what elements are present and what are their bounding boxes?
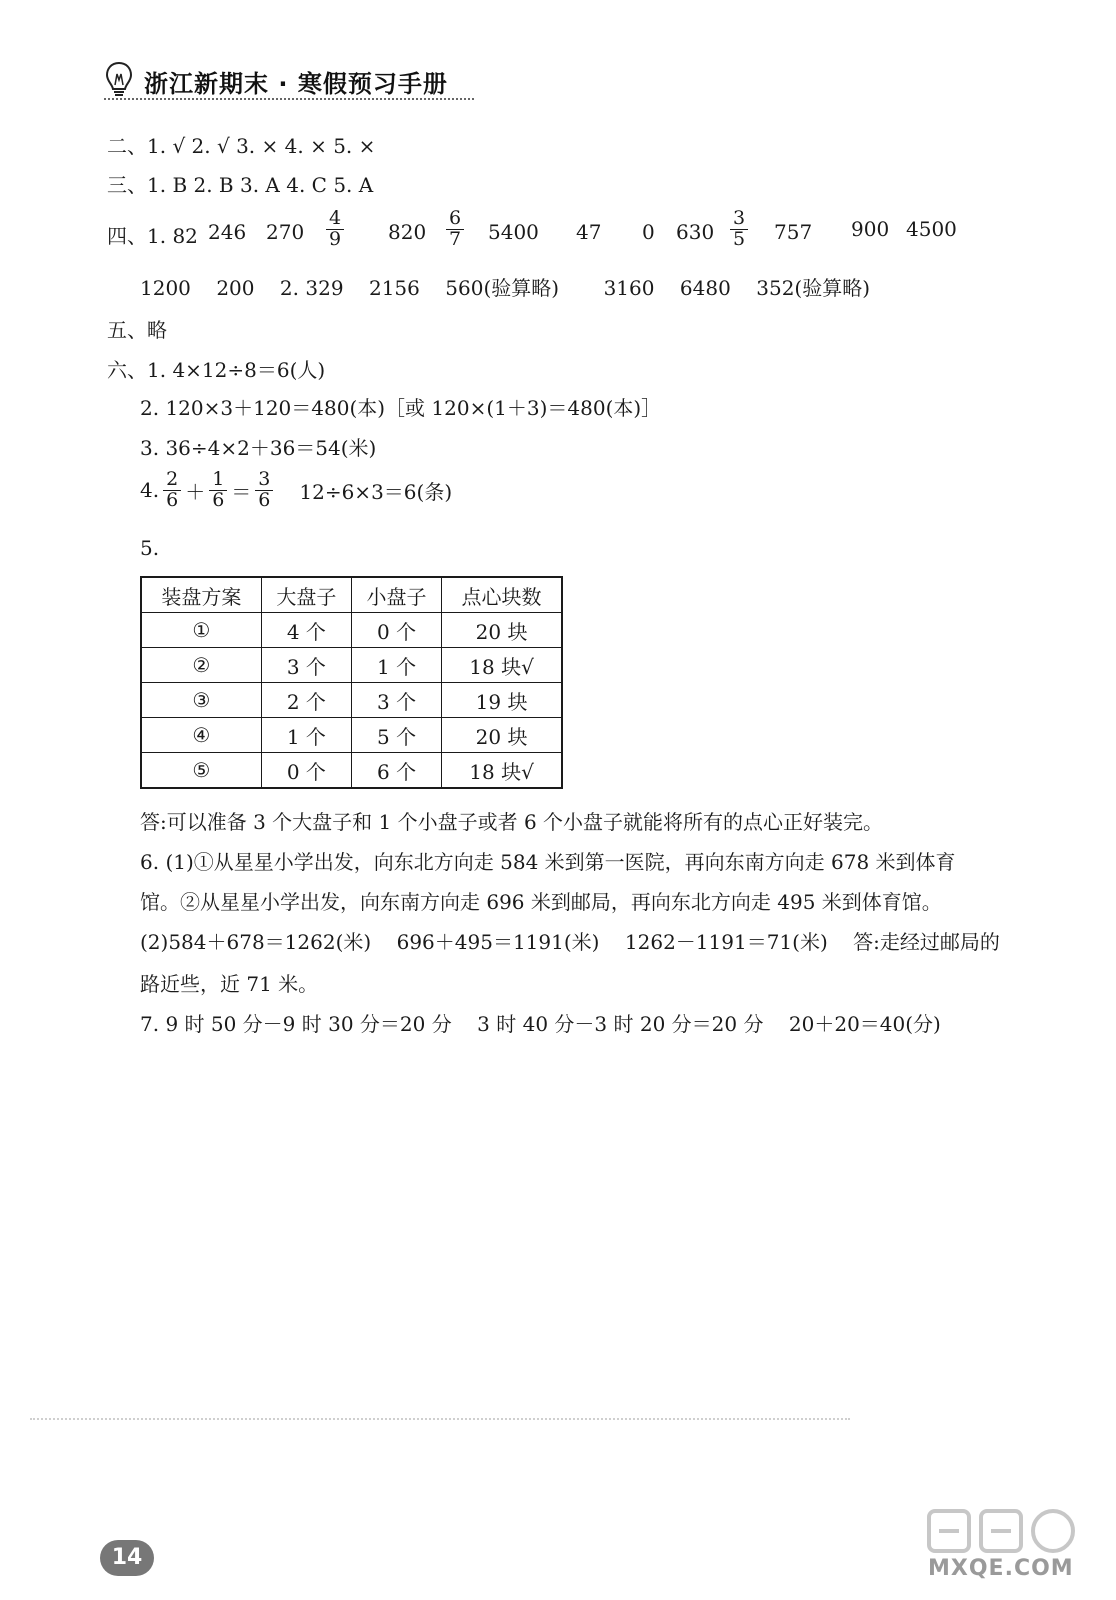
table-row [141,753,562,789]
table-row [141,683,562,718]
fraction-denominator: 6 [166,488,179,511]
section4-value: 246 [208,220,247,244]
fraction-6-7 [444,209,466,250]
table-header-cell: 点心块数 [442,577,562,613]
fraction-denominator: 7 [449,227,462,250]
table-cell: 0 个 [351,613,441,648]
answer-section-2: 二、1. √ 2. √ 3. × 4. × 5. × [107,134,376,158]
fraction-numerator: 6 [446,209,464,230]
q4-rest: 12÷6×3＝6(条) [299,479,453,504]
table-cell: ① [141,613,261,648]
fraction-denominator: 5 [733,227,746,250]
plus-sign: ＋ [185,479,206,504]
equals-sign: ＝ [231,479,252,504]
answer-6-q2: 2. 120×3＋120＝480(本)［或 120×(1＋3)＝480(本)］ [140,396,662,420]
table-cell: 3 个 [351,683,441,718]
answer-section-5: 五、略 [107,318,167,342]
fraction-numerator: 1 [209,470,227,491]
answer-6-q7: 7. 9 时 50 分－9 时 30 分＝20 分 3 时 40 分－3 时 20 分＝20 分 20＋20＝40(分) [140,1012,941,1036]
answer-6-q5-conclusion: 答:可以准备 3 个大盘子和 1 个小盘子或者 6 个小盘子就能将所有的点心正好装完。 [140,810,884,834]
answer-6-q6-line1: 6. (1)①从星星小学出发，向东北方向走 584 米到第一医院，再向东南方向走 678 米到体育 [140,850,956,874]
section4-value: 4500 [906,217,957,241]
answer-section-3: 三、1. B 2. B 3. A 4. C 5. A [107,173,374,197]
table-cell: 18 块√ [442,753,562,789]
table-cell: 3 个 [261,648,351,683]
table-cell: 20 块 [442,718,562,753]
section4-value: 5400 [488,220,539,244]
lightbulb-icon [104,60,134,100]
answer-6-q6-line4: 路近些，近 71 米。 [140,972,319,996]
answer-6-q6-line2: 馆。②从星星小学出发，向东南方向走 696 米到邮局，再向东北方向走 495 米到体育馆。 [140,890,942,914]
answer-section-4-line2: 1200 200 2. 329 2156 560(验算略) 3160 6480 352(验算略) [140,276,871,300]
table-row [141,613,562,648]
fraction-numerator: 3 [730,209,748,230]
page-header-title: 浙江新期末 · 寒假预习手册 [144,70,448,98]
answer-6-q3: 3. 36÷4×2＋36＝54(米) [140,436,377,460]
table-row [141,718,562,753]
table-cell: 6 个 [351,753,441,789]
section4-value: 757 [774,220,813,244]
table-cell: ⑤ [141,753,261,789]
table-cell: 18 块√ [442,648,562,683]
fraction-denominator: 6 [212,488,225,511]
table-cell: 1 个 [351,648,441,683]
header-divider [104,98,474,100]
section4-value: 630 [676,220,715,244]
fraction-numerator: 4 [326,209,344,230]
table-header-row [141,577,562,613]
page-number: 14 [100,1540,154,1576]
answer-section-4-prefix: 四、1. 82 [107,224,198,248]
section4-value: 900 [851,217,890,241]
q4-label: 4. [140,478,160,503]
table-cell: 5 个 [351,718,441,753]
section4-value: 270 [266,220,305,244]
table-cell: ③ [141,683,261,718]
plating-plan-table [140,576,563,789]
table-row [141,648,562,683]
fraction-numerator: 3 [255,470,273,491]
table-cell: ④ [141,718,261,753]
table-header-cell: 小盘子 [351,577,441,613]
table-header-cell: 装盘方案 [141,577,261,613]
table-header-cell: 大盘子 [261,577,351,613]
fraction-denominator: 9 [329,227,342,250]
table-cell: 1 个 [261,718,351,753]
fraction-numerator: 2 [163,470,181,491]
table-cell: 4 个 [261,613,351,648]
table-cell: 19 块 [442,683,562,718]
section4-value: 820 [388,220,427,244]
watermark-text: MXQE.COM [928,1556,1074,1581]
answer-6-q6-line3: (2)584＋678＝1262(米) 696＋495＝1191(米) 1262－1191＝71(米) 答:走经过邮局的 [140,930,1000,954]
table-cell: 20 块 [442,613,562,648]
fraction-denominator: 6 [258,488,271,511]
table-cell: ② [141,648,261,683]
fraction-3-5 [728,209,750,250]
table-cell: 2 个 [261,683,351,718]
answer-6-q1: 六、1. 4×12÷8＝6(人) [107,358,326,382]
fraction-4-9 [324,209,346,250]
section4-value: 0 [642,220,655,244]
answer-6-q5-label: 5. [140,536,160,560]
table-cell: 0 个 [261,753,351,789]
answer-6-q4 [140,470,452,511]
footer-divider [30,1418,850,1420]
section4-value: 47 [576,220,602,244]
